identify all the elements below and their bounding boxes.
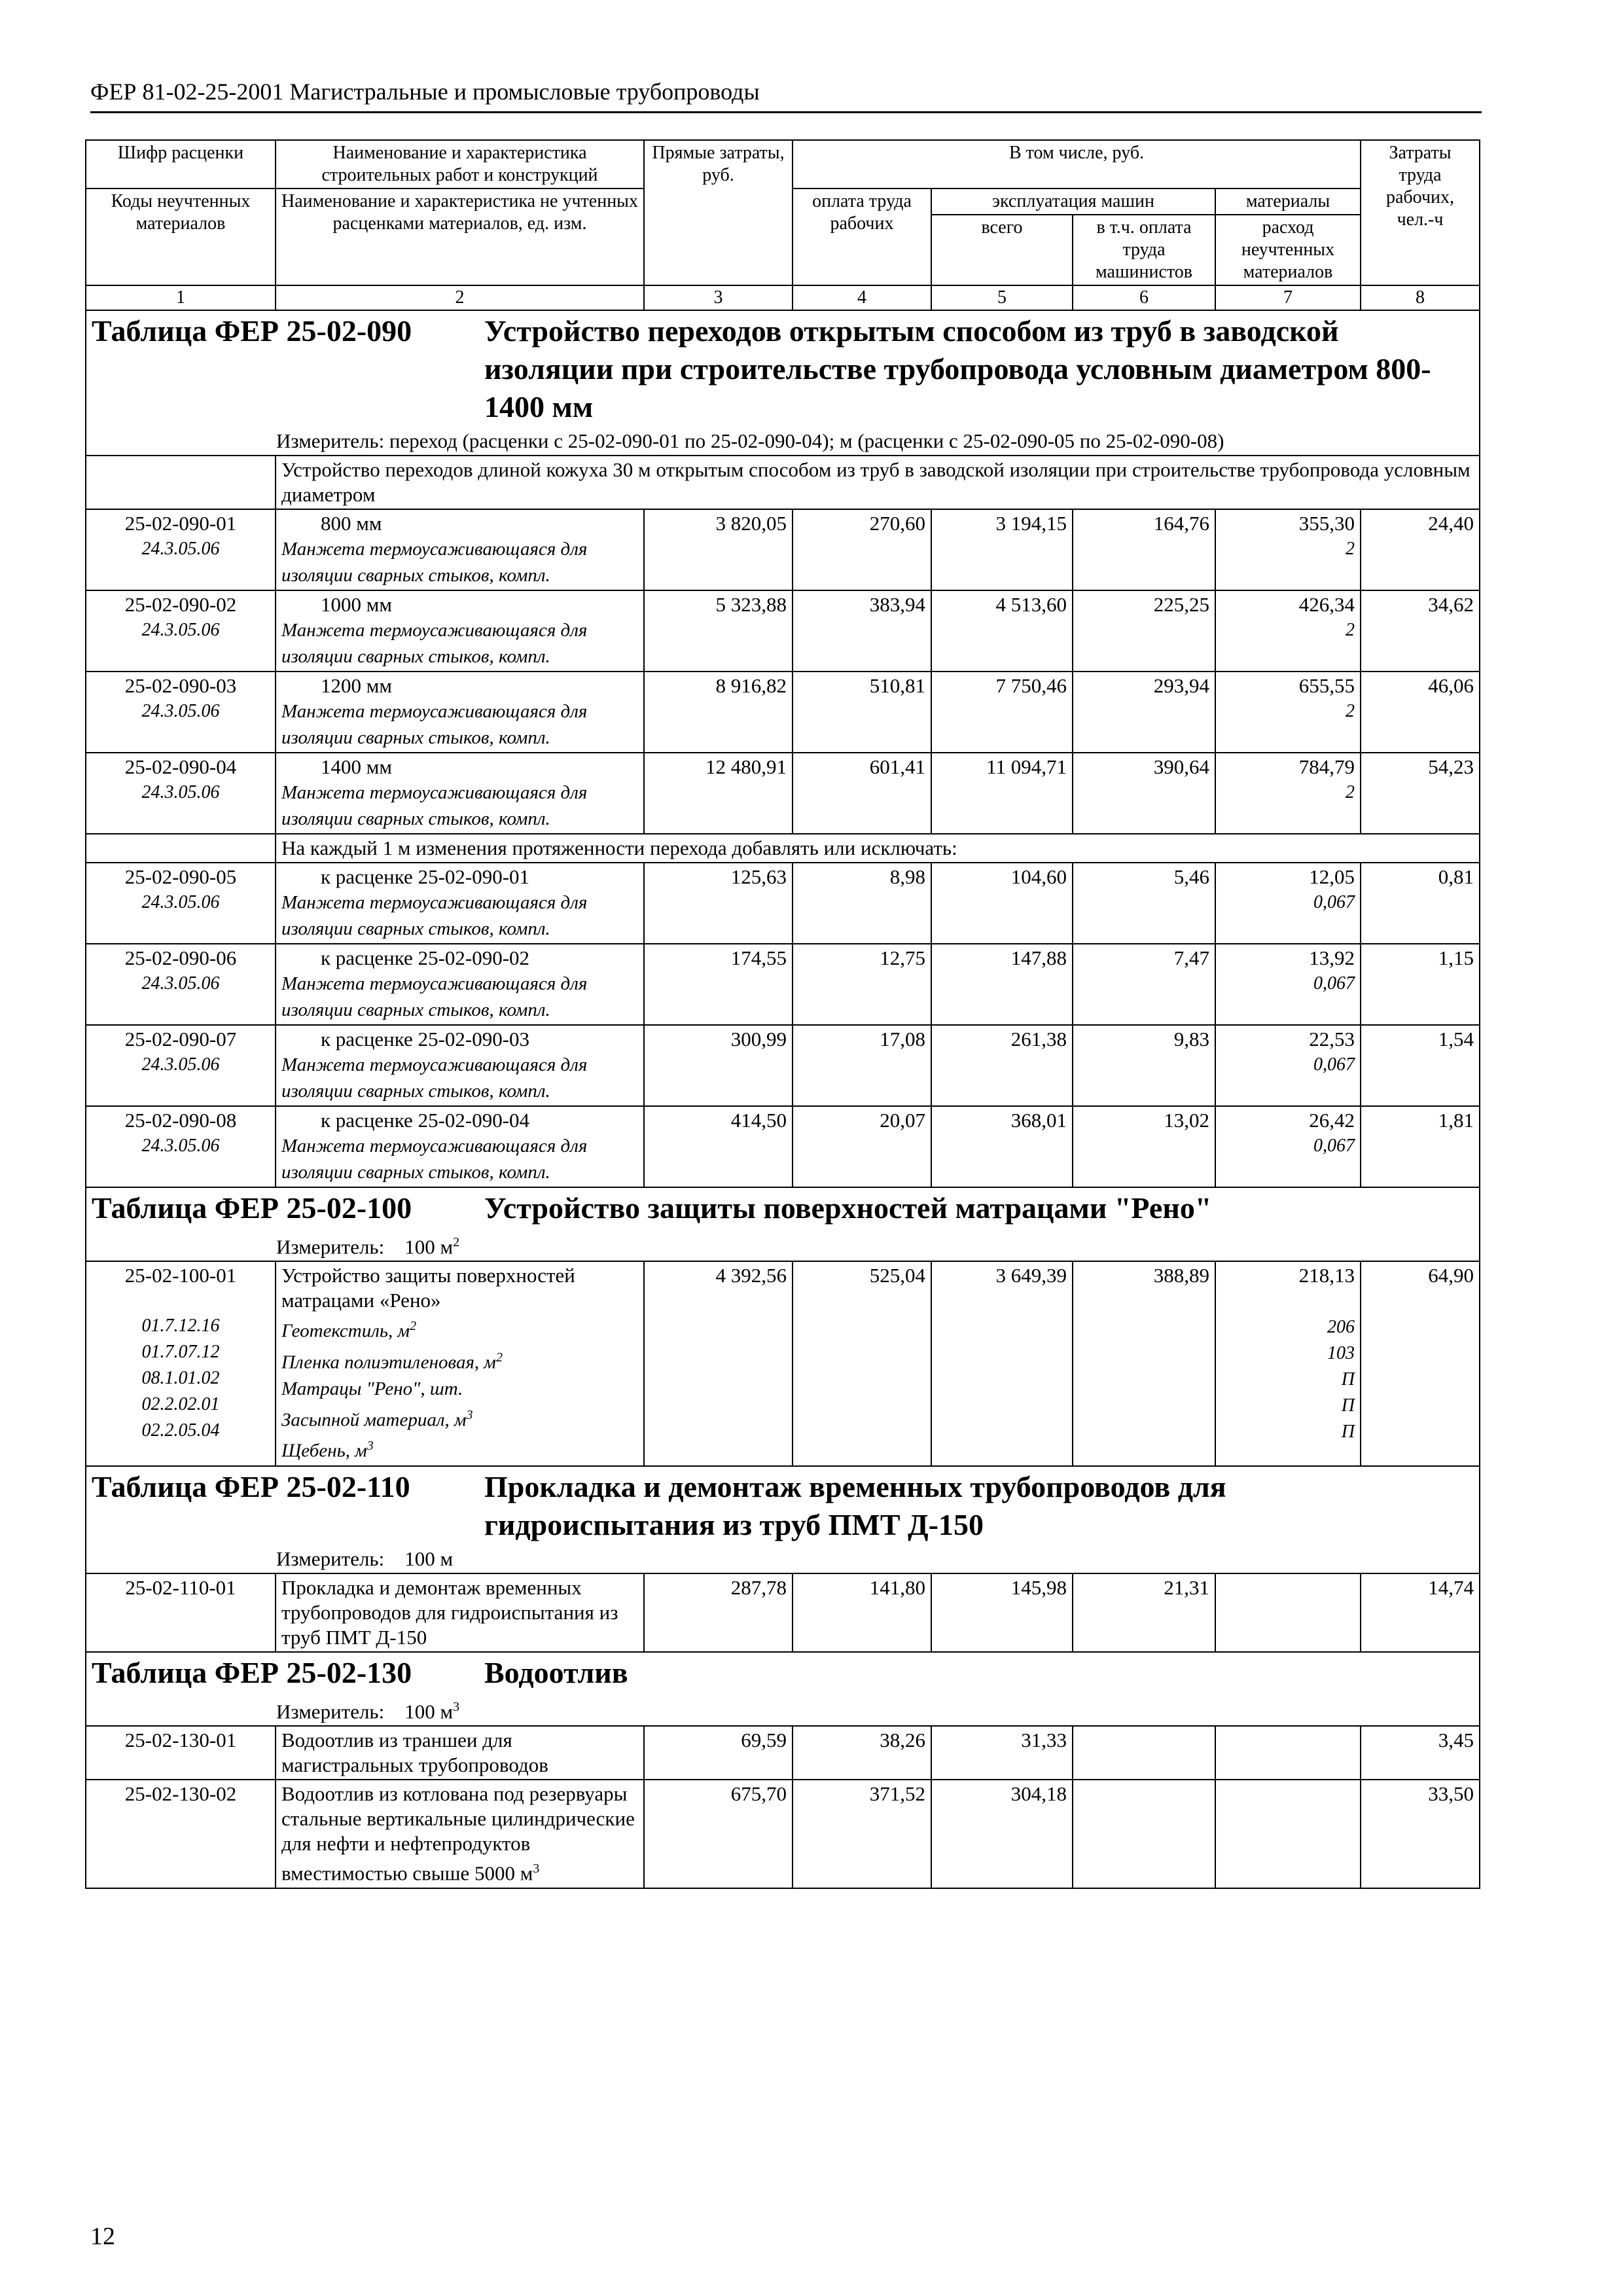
direct-cost: 414,50 <box>644 1106 793 1187</box>
work-name: к расценке 25-02-090-04 <box>321 1109 530 1132</box>
material-code: 24.3.05.06 <box>141 782 220 802</box>
material-code: 02.2.02.01 <box>141 1394 220 1415</box>
col-name-bottom: Наименование и характеристика не учтенных расценками материалов, ед. изм. <box>276 188 644 285</box>
material-qty: 0,067 <box>1313 892 1355 912</box>
section-note: Устройство переходов длиной кожуха 30 м открытым способом из труб в заводской изоляции при строительстве трубопровода условным диаметром <box>276 456 1480 509</box>
machine-cost: 4 513,60 <box>931 590 1073 672</box>
material-cost: 22,53 <box>1309 1028 1355 1050</box>
rate-code: 25-02-090-02 <box>124 593 237 616</box>
labor-cost: 270,60 <box>793 509 931 590</box>
material-qty: 2 <box>1346 620 1355 640</box>
material-qty: 2 <box>1346 782 1355 802</box>
labor-cost: 38,26 <box>793 1726 931 1780</box>
material-cost: 26,42 <box>1309 1109 1355 1132</box>
col-code-bottom: Коды неучтенных материалов <box>86 188 276 285</box>
rate-code: 25-02-130-01 <box>86 1726 276 1780</box>
worker-hours: 46,06 <box>1361 672 1480 753</box>
material-name: Манжета термоусаживающаяся для изоляции сварных стыков, компл. <box>281 620 588 667</box>
table-title-row <box>86 310 1480 427</box>
table-row <box>86 590 1480 672</box>
machine-cost: 368,01 <box>931 1106 1073 1187</box>
table-row <box>86 509 1480 590</box>
measure-label: Измеритель: <box>276 1547 385 1570</box>
rate-code: 25-02-090-05 <box>124 865 237 888</box>
machinist-cost: 7,47 <box>1073 944 1215 1025</box>
work-name: 1400 мм <box>321 755 392 778</box>
machine-cost: 104,60 <box>931 863 1073 944</box>
col-workers: Затраты труда рабочих, чел.-ч <box>1361 140 1480 285</box>
work-name: 1200 мм <box>321 674 392 697</box>
material-code: 01.7.07.12 <box>141 1342 220 1363</box>
machine-cost: 11 094,71 <box>931 753 1073 834</box>
material-cost: 12,05 <box>1309 865 1355 888</box>
labor-cost: 12,75 <box>793 944 931 1025</box>
rate-code: 25-02-090-08 <box>124 1109 237 1132</box>
labor-cost: 601,41 <box>793 753 931 834</box>
col-code-top: Шифр расценки <box>86 140 276 188</box>
measure-value: 100 м <box>404 1700 454 1723</box>
table-row: 25-02-100-01 01.7.12.16 01.7.07.12 08.1.01.02 02.2.02.01 02.2.05.04 Устройство защиты поверхностей матрацами «Рено» Геотекстиль, $м^2$ Пленка полиэтиленовая, $м^2$ Матрацы "Рено", шт. Засыпной материал, $м^3$ Щебень, $м^3$ 4 392,56 525,04 3 649,39 388,89 218,13 206 103 П П П 64,90 <box>86 1261 1480 1466</box>
column-number: 8 <box>1361 285 1480 310</box>
material-cost <box>1215 1726 1361 1780</box>
labor-cost: 525,04 <box>793 1261 931 1466</box>
table-label: Таблица ФЕР 25-02-130 <box>92 1655 412 1689</box>
rate-code: 25-02-090-01 <box>124 512 237 535</box>
work-name: Прокладка и демонтаж временных трубопроводов для гидроиспытания из труб ПМТ Д-150 <box>276 1573 644 1652</box>
material-cost: 13,92 <box>1309 946 1355 969</box>
material-code: 08.1.01.02 <box>141 1368 220 1389</box>
labor-cost: 371,52 <box>793 1780 931 1888</box>
col-materials: материалы <box>1215 188 1361 215</box>
material-cost: 218,13 <box>1298 1264 1355 1287</box>
table-title: Прокладка и демонтаж временных трубопроводов для гидроиспытания из труб ПМТ Д-150 <box>484 1469 1226 1541</box>
col-incl: В том числе, руб. <box>793 140 1361 188</box>
material-code: 24.3.05.06 <box>141 701 220 721</box>
column-number: 2 <box>276 285 644 310</box>
material-code: 02.2.05.04 <box>141 1420 220 1441</box>
measure-text: Измеритель: переход (расценки с 25-02-090-01 по 25-02-090-04); м (расценки с 25-02-090-05 по 25-02-090-08) <box>86 427 1480 456</box>
labor-cost: 17,08 <box>793 1025 931 1106</box>
machine-cost: 31,33 <box>931 1726 1073 1780</box>
machinist-cost: 388,89 <box>1073 1261 1215 1466</box>
column-number: 4 <box>793 285 931 310</box>
material-name: Манжета термоусаживающаяся для изоляции сварных стыков, компл. <box>281 1054 588 1102</box>
column-numbers-row <box>86 285 1480 310</box>
work-name: Водоотлив из котлована под резервуары стальные вертикальные цилиндрические для нефти и нефтепродуктов вместимостью свыше 5000 м <box>281 1782 635 1885</box>
table-row <box>86 863 1480 944</box>
machinist-cost: 13,02 <box>1073 1106 1215 1187</box>
labor-cost: 510,81 <box>793 672 931 753</box>
machine-cost: 304,18 <box>931 1780 1073 1888</box>
direct-cost: 174,55 <box>644 944 793 1025</box>
col-direct: Прямые затраты, руб. <box>644 140 793 285</box>
material-qty: П <box>1341 1369 1355 1390</box>
column-number: 7 <box>1215 285 1361 310</box>
material-cost: 355,30 <box>1298 512 1355 535</box>
col-labor: оплата труда рабочих <box>793 188 931 285</box>
material-code: 24.3.05.06 <box>141 539 220 559</box>
labor-cost: 141,80 <box>793 1573 931 1652</box>
measure-row: Измеритель: 100 $м^3$ <box>86 1693 1480 1726</box>
labor-cost: 383,94 <box>793 590 931 672</box>
machine-cost: 7 750,46 <box>931 672 1073 753</box>
labor-cost: 8,98 <box>793 863 931 944</box>
column-number: 1 <box>86 285 276 310</box>
rate-code: 25-02-130-02 <box>86 1780 276 1888</box>
rate-code: 25-02-090-06 <box>124 946 237 969</box>
machinist-cost: 5,46 <box>1073 863 1215 944</box>
material-code: 01.7.12.16 <box>141 1316 220 1336</box>
worker-hours: 34,62 <box>1361 590 1480 672</box>
material-name: Матрацы "Рено", шт. <box>281 1378 463 1399</box>
direct-cost: 287,78 <box>644 1573 793 1652</box>
work-name: 800 мм <box>321 512 382 535</box>
material-qty: 103 <box>1327 1343 1355 1364</box>
machine-cost: 3 194,15 <box>931 509 1073 590</box>
machine-cost: 145,98 <box>931 1573 1073 1652</box>
worker-hours: 24,40 <box>1361 509 1480 590</box>
direct-cost: 69,59 <box>644 1726 793 1780</box>
machinist-cost <box>1073 1780 1215 1888</box>
material-code: 24.3.05.06 <box>141 1136 220 1156</box>
table-row <box>86 944 1480 1025</box>
page-number: 12 <box>90 2223 115 2250</box>
work-name: к расценке 25-02-090-01 <box>321 865 530 888</box>
worker-hours: 1,81 <box>1361 1106 1480 1187</box>
table-row <box>86 1025 1480 1106</box>
rate-code: 25-02-090-03 <box>124 674 237 697</box>
material-qty: 0,067 <box>1313 973 1355 994</box>
measure-row <box>86 427 1480 456</box>
material-code: 24.3.05.06 <box>141 892 220 912</box>
worker-hours: 3,45 <box>1361 1726 1480 1780</box>
material-qty: П <box>1341 1395 1355 1416</box>
table-title: Водоотлив <box>484 1655 628 1689</box>
direct-cost: 125,63 <box>644 863 793 944</box>
measure-value: 100 м <box>404 1547 454 1570</box>
machine-cost: 147,88 <box>931 944 1073 1025</box>
labor-cost: 20,07 <box>793 1106 931 1187</box>
work-name: к расценке 25-02-090-03 <box>321 1028 530 1050</box>
direct-cost: 3 820,05 <box>644 509 793 590</box>
material-name: Манжета термоусаживающаяся для изоляции сварных стыков, компл. <box>281 973 588 1020</box>
direct-cost: 12 480,91 <box>644 753 793 834</box>
material-name: Манжета термоусаживающаяся для изоляции сварных стыков, компл. <box>281 539 588 586</box>
table-title-row <box>86 1187 1480 1229</box>
table-label: Таблица ФЕР 25-02-100 <box>92 1191 412 1225</box>
table-row <box>86 753 1480 834</box>
table-row: 25-02-130-02 Водоотлив из котлована под резервуары стальные вертикальные цилиндрические для нефти и нефтепродуктов вместимостью свыше 5000 $м^3$ 675,70 371,52 304,18 33,50 <box>86 1780 1480 1888</box>
work-name: 1000 мм <box>321 593 392 616</box>
table-title: Устройство защиты поверхностей матрацами "Рено" <box>484 1191 1212 1225</box>
col-machines-labor: в т.ч. оплата труда машинистов <box>1073 215 1215 285</box>
rate-code: 25-02-090-07 <box>124 1028 237 1050</box>
table-title-row <box>86 1466 1480 1545</box>
material-name: Щебень, м <box>281 1440 367 1462</box>
material-cost: 426,34 <box>1298 593 1355 616</box>
measure-label: Измеритель: <box>276 1235 385 1259</box>
worker-hours: 1,15 <box>1361 944 1480 1025</box>
measure-row: Измеритель: 100 $м^2$ <box>86 1229 1480 1261</box>
machinist-cost: 21,31 <box>1073 1573 1215 1652</box>
material-name: Манжета термоусаживающаяся для изоляции сварных стыков, компл. <box>281 892 588 939</box>
col-materials-sub: расход неучтенных материалов <box>1215 215 1361 285</box>
table-title-row <box>86 1652 1480 1693</box>
work-name: Водоотлив из траншеи для магистральных трубопроводов <box>276 1726 644 1780</box>
material-qty: 2 <box>1346 701 1355 721</box>
direct-cost: 8 916,82 <box>644 672 793 753</box>
price-table <box>85 139 1480 1889</box>
material-code: 24.3.05.06 <box>141 1054 220 1075</box>
worker-hours: 33,50 <box>1361 1780 1480 1888</box>
measure-row <box>86 1545 1480 1573</box>
machinist-cost: 390,64 <box>1073 753 1215 834</box>
col-name-top: Наименование и характеристика строительных работ и конструкций <box>276 140 644 188</box>
machine-cost: 261,38 <box>931 1025 1073 1106</box>
rate-code: 25-02-100-01 <box>124 1264 237 1287</box>
material-cost: 784,79 <box>1298 755 1355 778</box>
worker-hours: 54,23 <box>1361 753 1480 834</box>
material-cost: 655,55 <box>1298 674 1355 697</box>
machinist-cost: 225,25 <box>1073 590 1215 672</box>
work-name: к расценке 25-02-090-02 <box>321 946 530 969</box>
worker-hours: 14,74 <box>1361 1573 1480 1652</box>
material-code: 24.3.05.06 <box>141 620 220 640</box>
material-qty: 2 <box>1346 539 1355 559</box>
material-name: Пленка полиэтиленовая, м <box>281 1352 496 1373</box>
worker-hours: 1,54 <box>1361 1025 1480 1106</box>
page-header: ФЕР 81-02-25-2001 Магистральные и промысловые трубопроводы <box>90 77 1482 113</box>
table-row <box>86 1726 1480 1780</box>
column-number: 5 <box>931 285 1073 310</box>
table-row <box>86 1106 1480 1187</box>
table-row <box>86 672 1480 753</box>
material-name: Засыпной материал, м <box>281 1409 467 1431</box>
material-qty: 0,067 <box>1313 1054 1355 1075</box>
material-name: Манжета термоусаживающаяся для изоляции сварных стыков, компл. <box>281 1136 588 1183</box>
note-row <box>86 456 1480 509</box>
table-label: Таблица ФЕР 25-02-090 <box>92 314 412 348</box>
machinist-cost: 293,94 <box>1073 672 1215 753</box>
machinist-cost: 9,83 <box>1073 1025 1215 1106</box>
material-cost <box>1215 1573 1361 1652</box>
rate-code: 25-02-090-04 <box>124 755 237 778</box>
material-cost <box>1215 1780 1361 1888</box>
table-title: Устройство переходов открытым способом из труб в заводской изоляции при строительстве трубопровода условным диаметром 800-1400 мм <box>484 314 1431 423</box>
measure-value: 100 м <box>404 1235 454 1259</box>
direct-cost: 675,70 <box>644 1780 793 1888</box>
table-label: Таблица ФЕР 25-02-110 <box>92 1469 410 1503</box>
note-row <box>86 834 1480 863</box>
material-qty: 0,067 <box>1313 1136 1355 1156</box>
direct-cost: 4 392,56 <box>644 1261 793 1466</box>
measure-label: Измеритель: <box>276 1700 385 1723</box>
direct-cost: 5 323,88 <box>644 590 793 672</box>
machine-cost: 3 649,39 <box>931 1261 1073 1466</box>
col-machines: эксплуатация машин <box>931 188 1215 215</box>
material-code: 24.3.05.06 <box>141 973 220 994</box>
material-name: Геотекстиль, м <box>281 1320 410 1342</box>
table-row <box>86 1573 1480 1652</box>
material-name: Манжета термоусаживающаяся для изоляции сварных стыков, компл. <box>281 701 588 748</box>
material-qty: П <box>1341 1422 1355 1443</box>
table-header-row-1 <box>86 140 1480 188</box>
worker-hours: 0,81 <box>1361 863 1480 944</box>
column-number: 3 <box>644 285 793 310</box>
worker-hours: 64,90 <box>1361 1261 1480 1466</box>
column-number: 6 <box>1073 285 1215 310</box>
section-note: На каждый 1 м изменения протяженности перехода добавлять или исключать: <box>276 834 1480 863</box>
rate-code: 25-02-110-01 <box>86 1573 276 1652</box>
machinist-cost: 164,76 <box>1073 509 1215 590</box>
material-qty: 206 <box>1327 1317 1355 1338</box>
material-name: Манжета термоусаживающаяся для изоляции сварных стыков, компл. <box>281 782 588 829</box>
machinist-cost <box>1073 1726 1215 1780</box>
col-machines-total: всего <box>931 215 1073 285</box>
direct-cost: 300,99 <box>644 1025 793 1106</box>
work-name: Устройство защиты поверхностей матрацами «Рено» <box>281 1264 575 1312</box>
